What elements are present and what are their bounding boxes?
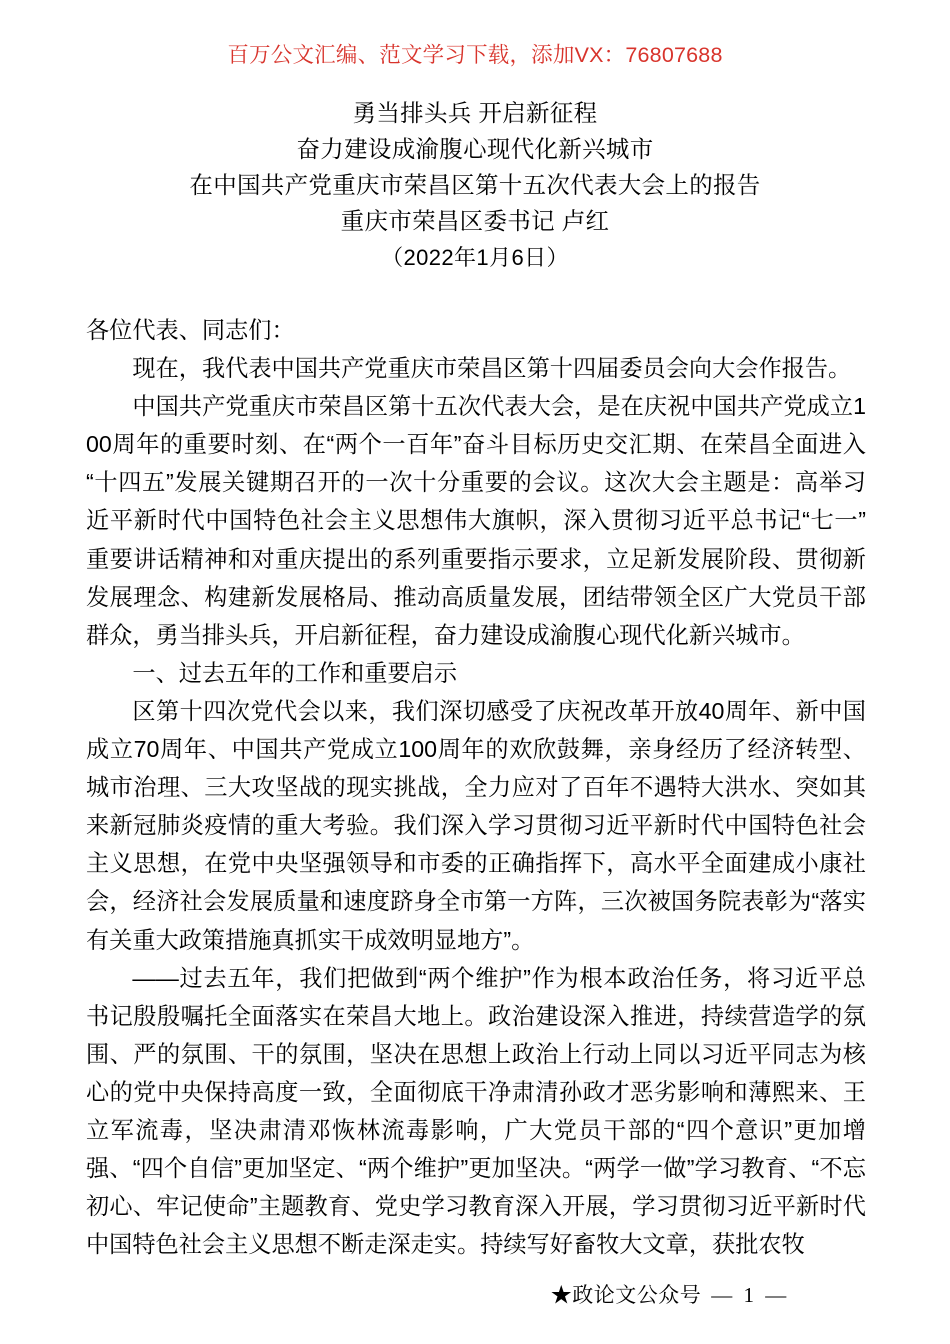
title-line-4-author: 重庆市荣昌区委书记 卢红	[340, 208, 610, 234]
paragraph-4: ——过去五年，我们把做到“两个维护”作为根本政治任务，将习近平总书记殷殷嘱托全面落实在荣昌大地上。政治建设深入推进，持续营造学的氛围、严的氛围、干的氛围，坚决在思想上政治上行动上同以习近平同志为核心的党中央保持高度一致，全面彻底干净肃清孙政才恶劣影响和薄熙来、王立军流毒，坚决肃清邓恢林流毒影响，广大党员干部的“四个意识”更加增强、“四个自信”更加坚定、“两个维护”更加坚决。“两学一做”学习教育、“不忘初心、牢记使命”主题教育、党史学习教育深入开展，学习贯彻习近平新时代中国特色社会主义思想不断走深走实。持续写好畜牧大文章，获批农牧	[86, 964, 866, 1258]
document-body	[86, 311, 866, 1263]
page-footer	[0, 1281, 950, 1309]
paragraph-2: 中国共产党重庆市荣昌区第十五次代表大会，是在庆祝中国共产党成立100周年的重要时刻、在“两个一百年”奋斗目标历史交汇期、在荣昌全面进入“十四五”发展关键期召开的一次十分重要的会议。这次大会主题是：高举习近平新时代中国特色社会主义思想伟大旗帜，深入贯彻习近平总书记“七一”重要讲话精神和对重庆提出的系列重要指示要求，立足新发展阶段、贯彻新发展理念、构建新发展格局、推动高质量发展，团结带领全区广大党员干部群众，勇当排头兵，开启新征程，奋力建设成渝腹心现代化新兴城市。	[86, 393, 866, 648]
section-heading-1: 一、过去五年的工作和重要启示	[132, 659, 458, 686]
salutation: 各位代表、同志们：	[86, 317, 295, 343]
title-date: （2022年1月6日）	[381, 245, 569, 270]
document-title-block	[0, 95, 950, 277]
footer-watermark: ★政论文公众号	[550, 1283, 702, 1307]
title-line-1: 勇当排头兵 开启新征程	[352, 100, 598, 126]
title-line-3: 在中国共产党重庆市荣昌区第十五次代表大会上的报告	[189, 172, 761, 198]
promo-banner: 百万公文汇编、范文学习下载，添加VX：76807688	[227, 43, 723, 67]
paragraph-3: 区第十四次党代会以来，我们深切感受了庆祝改革开放40周年、新中国成立70周年、中国共产党成立100周年的欢欣鼓舞，亲身经历了经济转型、城市治理、三大攻坚战的现实挑战，全力应对了百年不遇特大洪水、突如其来新冠肺炎疫情的重大考验。我们深入学习贯彻习近平新时代中国特色社会主义思想，在党中央坚强领导和市委的正确指挥下，高水平全面建成小康社会，经济社会发展质量和速度跻身全市第一方阵，三次被国务院表彰为“落实有关重大政策措施真抓实干成效明显地方”。	[86, 697, 866, 953]
paragraph-1: 现在，我代表中国共产党重庆市荣昌区第十四届委员会向大会作报告。	[132, 355, 852, 382]
title-line-2: 奋力建设成渝腹心现代化新兴城市	[296, 136, 654, 162]
footer-inner	[551, 1281, 790, 1309]
page-number: — 1 —	[711, 1283, 790, 1307]
